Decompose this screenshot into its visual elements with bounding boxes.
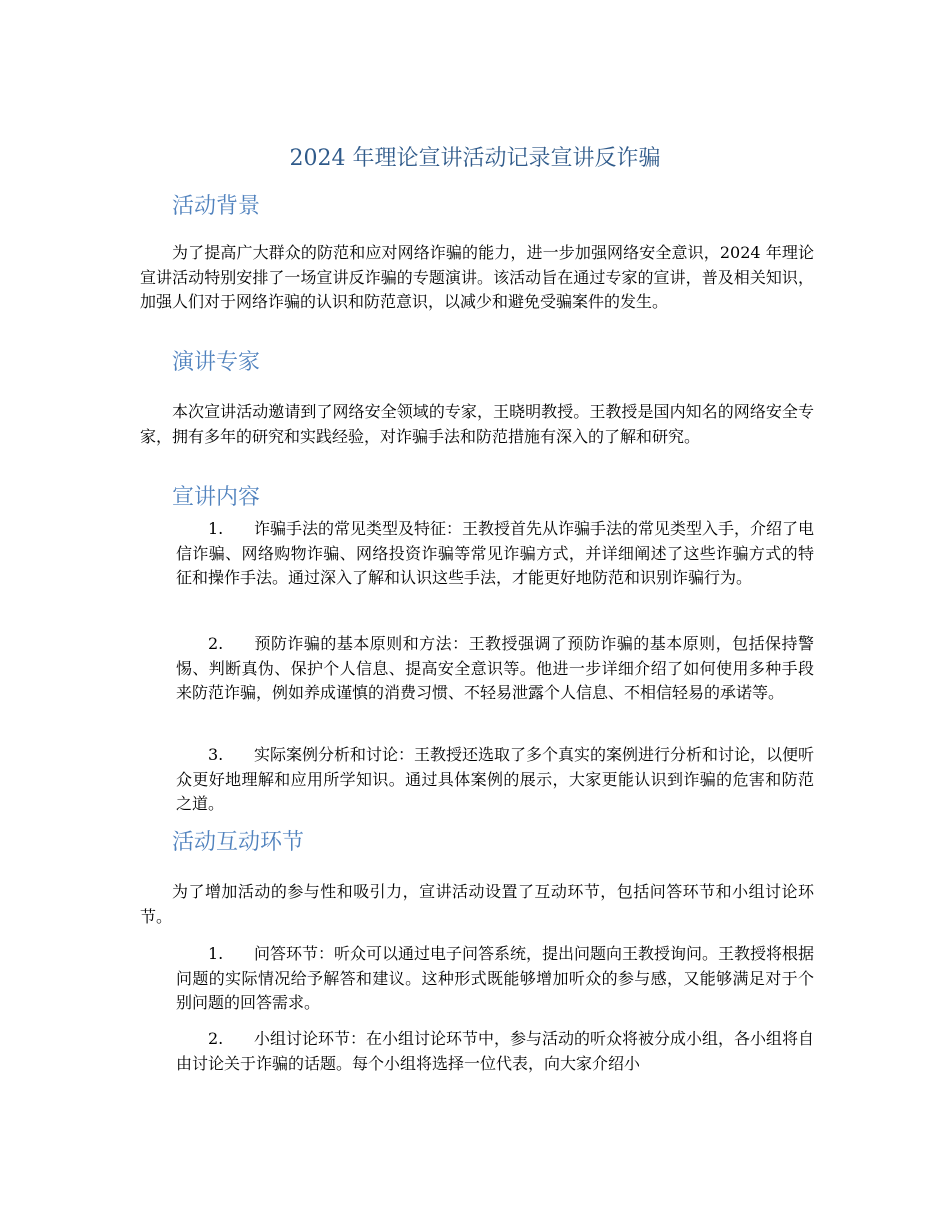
interaction-list-item-2 bbox=[176, 1027, 814, 1076]
list-number: 2. bbox=[208, 634, 224, 653]
speaker-paragraph: 本次宣讲活动邀请到了网络安全领域的专家，王晓明教授。王教授是国内知名的网络安全专家，拥有多年的研究和实践经验，对诈骗手法和防范措施有深入的了解和研究。 bbox=[140, 402, 814, 446]
list-number: 2. bbox=[208, 1029, 224, 1048]
list-item-text: 诈骗手法的常见类型及特征：王教授首先从诈骗手法的常见类型入手，介绍了电信诈骗、网络购物诈骗、网络投资诈骗等常见诈骗方式，并详细阐述了这些诈骗方式的特征和操作手法。通过深入了解和认识这些手法，才能更好地防范和识别诈骗行为。 bbox=[176, 519, 815, 587]
list-item-text: 实际案例分析和讨论：王教授还选取了多个真实的案例进行分析和讨论，以便听众更好地理解和应用所学知识。通过具体案例的展示，大家更能认识到诈骗的危害和防范之道。 bbox=[176, 745, 815, 813]
section-heading-interaction: 活动互动环节 bbox=[172, 830, 305, 855]
list-number: 1. bbox=[208, 944, 224, 963]
content-list-item-3 bbox=[176, 743, 814, 817]
background-paragraph: 为了提高广大群众的防范和应对网络诈骗的能力，进一步加强网络安全意识，2024 年理论宣讲活动特别安排了一场宣讲反诈骗的专题演讲。该活动旨在通过专家的宣讲，普及相关知识，加强人们对于网络诈骗的认识和防范意识，以减少和避免受骗案件的发生。 bbox=[140, 243, 814, 311]
section-heading-speaker: 演讲专家 bbox=[172, 350, 261, 375]
section-heading-background: 活动背景 bbox=[172, 194, 261, 219]
content-list-item-1 bbox=[176, 517, 814, 591]
interaction-list-item-1 bbox=[176, 942, 814, 1016]
content-list-item-2 bbox=[176, 632, 814, 706]
section-heading-content: 宣讲内容 bbox=[172, 485, 261, 510]
list-item-text: 小组讨论环节：在小组讨论环节中，参与活动的听众将被分成小组，各小组将自由讨论关于诈骗的话题。每个小组将选择一位代表，向大家介绍小 bbox=[176, 1029, 815, 1073]
list-item-text: 预防诈骗的基本原则和方法：王教授强调了预防诈骗的基本原则，包括保持警惕、判断真伪、保护个人信息、提高安全意识等。他进一步详细介绍了如何使用多种手段来防范诈骗，例如养成谨慎的消费习惯、不轻易泄露个人信息、不相信轻易的承诺等。 bbox=[176, 634, 814, 702]
list-number: 3. bbox=[208, 745, 224, 764]
document-title: 2024 年理论宣讲活动记录宣讲反诈骗 bbox=[289, 146, 661, 171]
interaction-paragraph: 为了增加活动的参与性和吸引力，宣讲活动设置了互动环节，包括问答环节和小组讨论环节。 bbox=[140, 882, 814, 926]
list-number: 1. bbox=[208, 519, 224, 538]
list-item-text: 问答环节：听众可以通过电子问答系统，提出问题向王教授询问。王教授将根据问题的实际情况给予解答和建议。这种形式既能够增加听众的参与感，又能够满足对于个别问题的回答需求。 bbox=[176, 944, 815, 1012]
